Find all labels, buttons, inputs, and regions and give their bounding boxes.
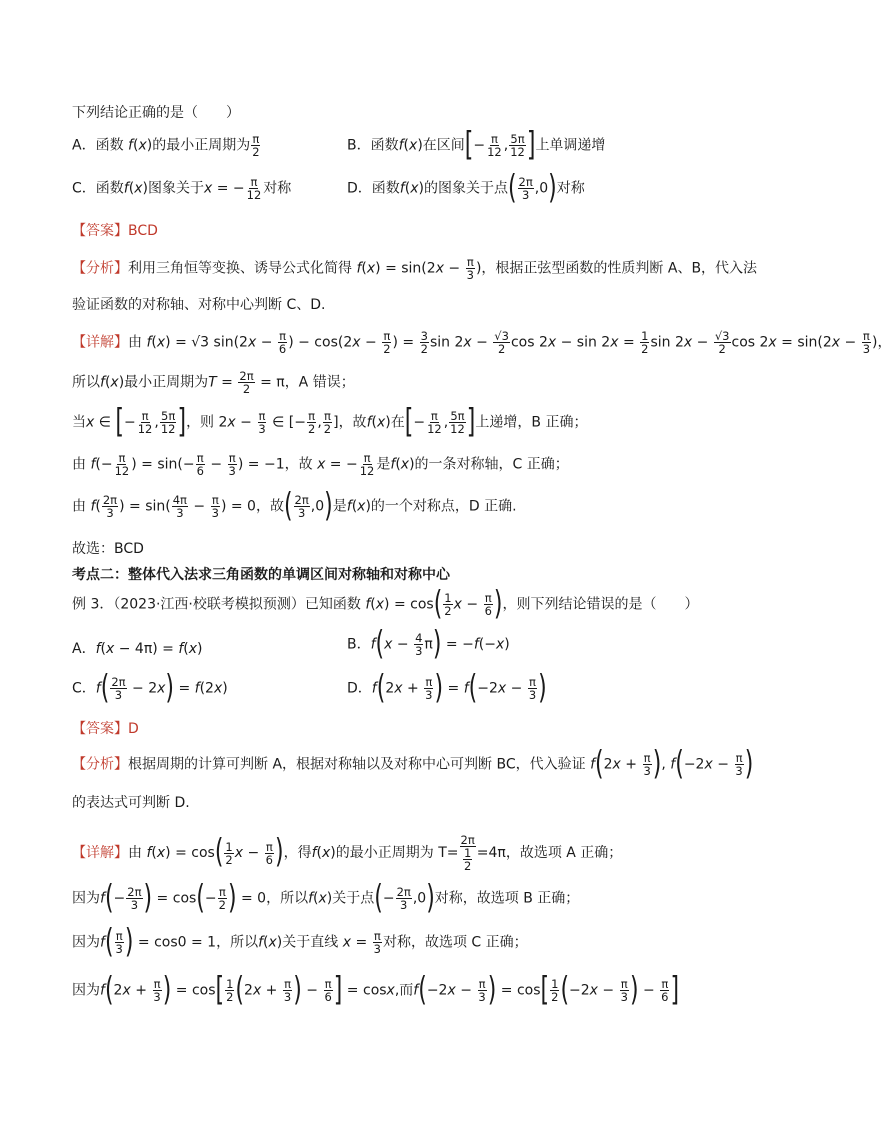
question-stem: 下列结论正确的是（ ） (72, 105, 240, 121)
ex3-option-c: C．f( $\frac{2\pi}{3}$ − 2x) = f(2x) (72, 669, 228, 707)
detail-2-line4: 因为f(2x + $\frac{\pi}{3}$ ) = cos[ $\frac{1}{2}$ (2x + $\frac{\pi}{3}$ ) − $\frac{\pi}{6}$ ] = cosx,而f(−2x − $\frac{\pi}{3}$ ) = cos[ $\frac{1}{2}$ (−2x − $\frac{\pi}{3}$ ) − $\frac{\pi}{6}$ ] (72, 971, 680, 1009)
ex3-option-a: A．f(x − 4π) = f(x) (72, 641, 203, 657)
example-3-stem: 例 3．（2023·江西·校联考模拟预测）已知函数 f(x) = cos( $\frac{1}{2}$ x − $\frac{\pi}{6}$ )，则下列结论错误的是（ ） (72, 585, 699, 623)
detail-2-line1: 【详解】由 f(x) = cos( $\frac{1}{2}$ x − $\frac{\pi}{6}$ )，得f(x)的最小正周期为 T= $\frac{2\pi}{\frac{1}{2}}$ =4π，故选项 A 正确； (72, 833, 623, 874)
analysis-1-line1: 【分析】利用三角恒等变换、诱导公式化简得 f(x) = sin(2x − $\frac{\pi}{3}$ )，根据正弦型函数的性质判断 A、B，代入法 (72, 255, 758, 283)
analysis-2-line2: 的表达式可判断 D. (72, 795, 190, 811)
option-a: A．函数 f(x)的最小正周期为 $\frac{\pi}{2}$ (72, 132, 260, 160)
ex3-option-d: D．f(2x + $\frac{\pi}{3}$ ) = f(−2x − $\frac{\pi}{3}$ ) (347, 669, 547, 707)
detail-2-line2: 因为f(− $\frac{2\pi}{3}$ ) = cos(− $\frac{\pi}{2}$ ) = 0，所以f(x)关于点(− $\frac{2\pi}{3}$ ,0)对称，故选项 B 正确； (72, 879, 580, 917)
option-d: D．函数f(x)的图象关于点( $\frac{2\pi}{3}$ ,0)对称 (347, 169, 585, 207)
detail-2-line3: 因为f( $\frac{\pi}{3}$ ) = cos0 = 1，所以f(x)关于直线 x = $\frac{\pi}{3}$ 对称，故选项 C 正确； (72, 923, 528, 961)
analysis-1-line2: 验证函数的对称轴、对称中心判断 C、D. (72, 297, 326, 313)
selection-1: 故选：BCD (72, 541, 144, 557)
analysis-2-line1: 【分析】根据周期的计算可判断 A，根据对称轴以及对称中心可判断 BC，代入验证 f(2x + $\frac{\pi}{3}$ ), f(−2x − $\frac{\pi}{3}$ ) (72, 745, 754, 783)
option-b: B．函数f(x)在区间[− $\frac{\pi}{12}$ , $\frac{5\pi}{12}$ ]上单调递增 (347, 126, 606, 164)
option-c: C．函数f(x)图象关于x = − $\frac{\pi}{12}$ 对称 (72, 175, 292, 203)
detail-1-line3: 当x ∈ [− $\frac{\pi}{12}$ , $\frac{5\pi}{12}$ ]，则 2x − $\frac{\pi}{3}$ ∈ [− $\frac{\pi}{2}$ , $\frac{\pi}{2}$ ]，故f(x)在[− $\frac{\pi}{12}$ , $\frac{5\pi}{12}$ ]上递增，B 正确； (72, 403, 588, 441)
detail-1-line1: 【详解】由 f(x) = √3 sin(2x − $\frac{\pi}{6}$ ) − cos(2x − $\frac{\pi}{2}$ ) = $\frac{3}{2}$ sin 2x − $\frac{√3}{2}$ cos 2x − sin 2x = $\frac{1}{2}$ sin 2x − $\frac{√3}{2}$ cos 2x = sin(2x − $\frac{\pi}{3}$ )， (72, 329, 892, 357)
detail-1-line2: 所以f(x)最小正周期为T = $\frac{2\pi}{2}$ = π，A 错误； (72, 369, 355, 397)
ex3-option-b: B．f(x − $\frac{4}{3}$ π) = −f(−x) (347, 625, 510, 663)
answer-2: 【答案】D (72, 721, 139, 737)
detail-1-line4: 由 f(− $\frac{\pi}{12}$ ) = sin(− $\frac{\pi}{6}$ − $\frac{\pi}{3}$ ) = −1，故 x = − $\frac{\pi}{12}$ 是f(x)的一条对称轴，C 正确； (72, 451, 569, 479)
section-heading: 考点二：整体代入法求三角函数的单调区间对称轴和对称中心 (72, 567, 450, 583)
detail-1-line5: 由 f( $\frac{2\pi}{3}$ ) = sin( $\frac{4\pi}{3}$ − $\frac{\pi}{3}$ ) = 0，故( $\frac{2\pi}{3}$ ,0)是f(x)的一个对称点，D 正确. (72, 487, 517, 525)
answer-1: 【答案】BCD (72, 223, 158, 239)
